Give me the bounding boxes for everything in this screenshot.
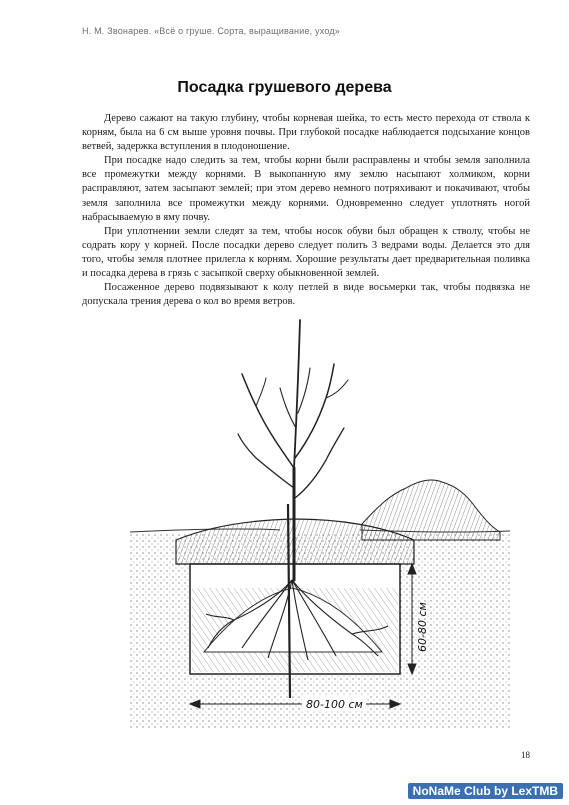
page-number: 18 [521,750,530,760]
watermark: NoNaMe Club by LexTMB [408,783,563,799]
paragraph: Посаженное дерево подвязывают к колу петлей в виде восьмерки так, чтобы подвязка не допускала трения дерева о кол во время ветров. [82,282,530,308]
paragraph: Дерево сажают на такую глубину, чтобы корневая шейка, то есть место перехода от ствола к корням, была на 6 см выше уровня почвы. При глубокой посадке наблюдается подсыхание концов ветвей, задержка вступления в плодоношение. [82,113,530,153]
width-label: 80-100 см [306,698,363,711]
tree-planting-illustration [130,318,510,736]
page-title: Посадка грушевого дерева [177,79,392,96]
running-header: Н. М. Звонарев. «Всё о груше. Сорта, выращивание, уход» [82,26,341,36]
article-body [82,112,530,309]
depth-label: 60-80 см [416,602,429,652]
paragraph: При посадке надо следить за тем, чтобы корни были расправлены и чтобы земля заполнила все промежутки между корнями. В выкопанную яму землю насыпают холмиком, корни расправляют, затем засыпают землей; при этом дерево немного потряхивают и покачивают, чтобы земля заполнила все промежутки между корнями. Одновременно следует уплотнять ногой набрасываемую в яму почву. [82,155,530,223]
paragraph: При уплотнении земли следят за тем, чтобы носок обуви был обращен к стволу, чтобы не содрать кору у корней. После посадки дерево следует полить 3 ведрами воды. Делается это для того, чтобы земля плотнее прилегла к корням. Хорошие результаты дает предварительная поливка и посадка дерева в грязь с засыпкой сверху обыкновенной землей. [82,225,530,280]
